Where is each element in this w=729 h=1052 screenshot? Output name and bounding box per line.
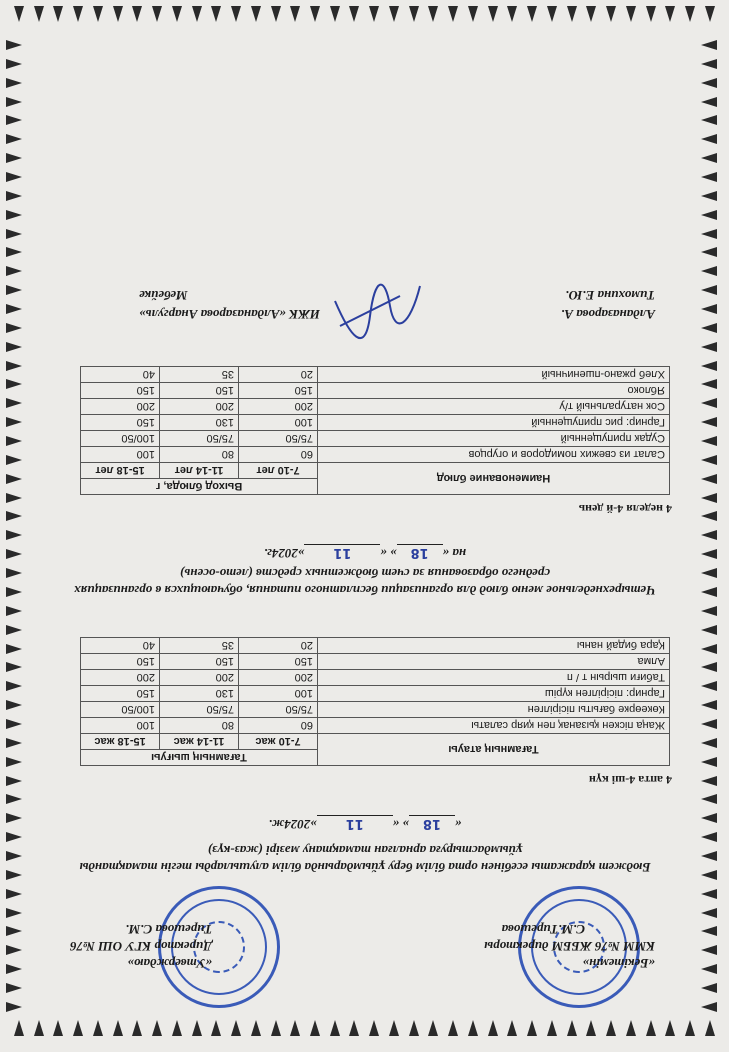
border-triangle <box>251 6 261 22</box>
border-triangle <box>527 6 537 22</box>
border-triangle <box>6 606 22 616</box>
kz-menu-body <box>81 638 670 734</box>
border-triangle <box>6 983 22 993</box>
border-triangle <box>132 1020 142 1036</box>
kz-cell-value: 150 <box>239 654 318 670</box>
kz-cell-dish: Табиғи шырын т / п <box>318 670 670 686</box>
border-triangle <box>6 813 22 823</box>
border-triangle <box>586 1020 596 1036</box>
kz-cell-value: 100 <box>239 686 318 702</box>
ru-day-heading: 4 неделя 4-й день <box>578 502 672 516</box>
border-triangle <box>626 1020 636 1036</box>
ru-date-close: »2024г. <box>263 546 305 561</box>
border-triangle <box>701 983 717 993</box>
border-triangle <box>389 1020 399 1036</box>
border-triangle <box>211 6 221 22</box>
border-triangle <box>53 6 63 22</box>
border-triangle <box>6 172 22 182</box>
kz-cell-value: 150 <box>81 654 160 670</box>
border-triangle <box>369 1020 379 1036</box>
ru-title: Четырехнедельное меню блюд для организации бесплатного питания, обучающихся в организациях среднего образования за счет бюджетных средств (лето-осень) <box>74 566 656 598</box>
border-triangle <box>6 549 22 559</box>
border-triangle <box>701 455 717 465</box>
border-triangle <box>701 342 717 352</box>
border-triangle <box>6 568 22 578</box>
border-triangle <box>6 115 22 125</box>
border-triangle <box>290 1020 300 1036</box>
border-triangle <box>606 1020 616 1036</box>
approval-ru <box>70 921 212 972</box>
border-triangle <box>152 6 162 22</box>
ru-col-output: Выход блюда, г <box>81 479 318 495</box>
ru-cell-dish: Яблоко <box>318 383 670 399</box>
border-triangle <box>6 945 22 955</box>
border-triangle <box>6 436 22 446</box>
border-triangle <box>701 210 717 220</box>
border-triangle <box>701 568 717 578</box>
ru-cell-value: 150 <box>239 383 318 399</box>
border-triangle <box>701 530 717 540</box>
kz-col-output: Тағамның шығуы <box>81 750 318 766</box>
border-triangle <box>701 813 717 823</box>
border-triangle <box>701 776 717 786</box>
border-triangle <box>14 6 24 22</box>
border-triangle <box>705 6 715 22</box>
border-triangle <box>701 511 717 521</box>
kz-cell-value: 80 <box>160 718 239 734</box>
border-triangle <box>507 6 517 22</box>
border-triangle <box>6 757 22 767</box>
border-triangle <box>701 78 717 88</box>
border-triangle <box>73 6 83 22</box>
border-triangle <box>701 417 717 427</box>
kz-cell-dish: Алма <box>318 654 670 670</box>
ru-row <box>81 415 670 431</box>
border-triangle <box>428 6 438 22</box>
border-triangle <box>701 266 717 276</box>
border-triangle <box>701 361 717 371</box>
company-line2: Мебейке <box>139 288 188 303</box>
ru-cell-value: 200 <box>239 399 318 415</box>
border-triangle <box>211 1020 221 1036</box>
border-triangle <box>6 59 22 69</box>
border-triangle <box>6 493 22 503</box>
border-triangle <box>6 738 22 748</box>
ru-cell-value: 75/50 <box>160 431 239 447</box>
border-triangle <box>6 530 22 540</box>
kz-cell-value: 150 <box>160 654 239 670</box>
border-triangle <box>349 1020 359 1036</box>
handwritten-signature <box>320 266 430 346</box>
border-triangle <box>665 6 675 22</box>
border-triangle <box>6 229 22 239</box>
signer-line2: Тимохина Е.Ю. <box>565 288 655 303</box>
border-triangle <box>34 1020 44 1036</box>
border-triangle <box>6 134 22 144</box>
border-triangle <box>6 587 22 597</box>
border-bottom <box>14 1020 715 1046</box>
signer-line1: Алданазарова А. <box>561 307 655 322</box>
ru-cell-value: 150 <box>81 383 160 399</box>
border-triangle <box>701 587 717 597</box>
ru-row <box>81 447 670 463</box>
border-triangle <box>6 247 22 257</box>
kz-col-age1: 7-10 жас <box>239 734 318 750</box>
border-triangle <box>6 285 22 295</box>
border-triangle <box>113 1020 123 1036</box>
border-triangle <box>547 6 557 22</box>
border-triangle <box>389 6 399 22</box>
border-triangle <box>251 1020 261 1036</box>
border-triangle <box>6 474 22 484</box>
border-triangle <box>685 1020 695 1036</box>
border-triangle <box>701 1002 717 1012</box>
border-triangle <box>6 700 22 710</box>
border-triangle <box>448 6 458 22</box>
border-triangle <box>231 6 241 22</box>
kz-title: Бюджет қаражаты есебінен орта білім беру ұйымдарында білім алушыларды тегін тамақтанды ұйымдастыруға арналған тамақтану мәзірі (жаз-күз) <box>79 843 651 875</box>
border-triangle <box>6 191 22 201</box>
border-triangle <box>701 870 717 880</box>
ru-section <box>50 366 680 599</box>
company-line1: ИЖК «Алданазарова Анаргуль» <box>139 307 320 322</box>
border-triangle <box>701 229 717 239</box>
border-triangle <box>665 1020 675 1036</box>
border-triangle <box>6 794 22 804</box>
border-triangle <box>6 40 22 50</box>
ru-cell-value: 40 <box>81 367 160 383</box>
border-triangle <box>14 1020 24 1036</box>
ru-cell-value: 60 <box>239 447 318 463</box>
border-top <box>14 6 715 32</box>
border-triangle <box>567 6 577 22</box>
border-triangle <box>527 1020 537 1036</box>
border-triangle <box>6 832 22 842</box>
ru-cell-value: 200 <box>81 399 160 415</box>
border-triangle <box>6 323 22 333</box>
kz-cell-value: 60 <box>239 718 318 734</box>
border-triangle <box>567 1020 577 1036</box>
border-triangle <box>701 474 717 484</box>
border-triangle <box>701 700 717 710</box>
border-triangle <box>701 191 717 201</box>
company-block <box>139 286 320 324</box>
border-triangle <box>231 1020 241 1036</box>
border-triangle <box>701 97 717 107</box>
border-triangle <box>701 549 717 559</box>
border-triangle <box>6 78 22 88</box>
kz-cell-value: 150 <box>81 686 160 702</box>
kz-cell-dish: Гарнир: пісірілген күріш <box>318 686 670 702</box>
border-triangle <box>701 606 717 616</box>
border-triangle <box>701 794 717 804</box>
ru-row <box>81 431 670 447</box>
border-triangle <box>6 1002 22 1012</box>
border-triangle <box>6 926 22 936</box>
border-triangle <box>701 757 717 767</box>
border-triangle <box>271 1020 281 1036</box>
border-triangle <box>290 6 300 22</box>
kz-row <box>81 670 670 686</box>
border-triangle <box>626 6 636 22</box>
border-triangle <box>685 6 695 22</box>
border-triangle <box>409 6 419 22</box>
border-triangle <box>448 1020 458 1036</box>
kz-cell-value: 35 <box>160 638 239 654</box>
border-triangle <box>701 908 717 918</box>
ru-cell-value: 200 <box>160 399 239 415</box>
border-triangle <box>705 1020 715 1036</box>
border-triangle <box>468 1020 478 1036</box>
border-triangle <box>6 870 22 880</box>
ru-cell-value: 150 <box>81 415 160 431</box>
border-triangle <box>6 97 22 107</box>
border-triangle <box>6 455 22 465</box>
border-triangle <box>6 625 22 635</box>
ru-menu-table <box>80 366 670 495</box>
kz-cell-dish: Көкеөрке бағыты пісірілген <box>318 702 670 718</box>
border-triangle <box>310 1020 320 1036</box>
border-triangle <box>701 964 717 974</box>
border-triangle <box>646 1020 656 1036</box>
border-triangle <box>586 6 596 22</box>
border-triangle <box>701 398 717 408</box>
border-triangle <box>6 964 22 974</box>
border-triangle <box>701 926 717 936</box>
border-triangle <box>701 625 717 635</box>
border-triangle <box>701 379 717 389</box>
kz-col-dish: Тағамның атауы <box>318 734 670 766</box>
border-triangle <box>192 6 202 22</box>
kz-cell-value: 40 <box>81 638 160 654</box>
border-triangle <box>53 1020 63 1036</box>
ru-cell-value: 80 <box>160 447 239 463</box>
border-triangle <box>330 1020 340 1036</box>
border-triangle <box>701 644 717 654</box>
ru-col-age3: 15-18 лет <box>81 463 160 479</box>
ru-menu-body <box>81 367 670 463</box>
ru-cell-value: 20 <box>239 367 318 383</box>
ru-cell-dish: Салат из свежих помидоров и огурцов <box>318 447 670 463</box>
border-triangle <box>701 153 717 163</box>
kz-date-open: « <box>454 817 462 832</box>
kz-col-age2: 11-14 жас <box>160 734 239 750</box>
border-triangle <box>507 1020 517 1036</box>
border-triangle <box>6 719 22 729</box>
ru-row <box>81 367 670 383</box>
kz-cell-value: 200 <box>239 670 318 686</box>
kz-cell-value: 130 <box>160 686 239 702</box>
ru-cell-value: 75/50 <box>239 431 318 447</box>
border-triangle <box>6 304 22 314</box>
border-triangle <box>6 851 22 861</box>
border-triangle <box>701 681 717 691</box>
border-triangle <box>701 40 717 50</box>
border-triangle <box>172 1020 182 1036</box>
kz-date-close: »2024ж. <box>268 817 317 832</box>
border-triangle <box>271 6 281 22</box>
border-triangle <box>6 342 22 352</box>
kz-cell-value: 20 <box>239 638 318 654</box>
border-triangle <box>6 398 22 408</box>
ru-date-day: 18 <box>397 544 443 560</box>
border-triangle <box>488 6 498 22</box>
border-triangle <box>606 6 616 22</box>
border-triangle <box>6 266 22 276</box>
border-triangle <box>701 832 717 842</box>
border-triangle <box>701 945 717 955</box>
border-triangle <box>701 719 717 729</box>
ru-date <box>50 544 680 561</box>
border-triangle <box>6 644 22 654</box>
ru-row <box>81 383 670 399</box>
border-triangle <box>701 304 717 314</box>
ru-cell-dish: Сок натуральный т/у <box>318 399 670 415</box>
border-triangle <box>6 153 22 163</box>
ru-cell-value: 35 <box>160 367 239 383</box>
border-triangle <box>34 6 44 22</box>
ru-cell-value: 130 <box>160 415 239 431</box>
approval-kz-line1: «Бекітемін» <box>582 956 655 971</box>
border-triangle <box>93 1020 103 1036</box>
ru-cell-dish: Судак припущенный <box>318 431 670 447</box>
kz-day-heading: 4 апта 4-ші күн <box>588 773 672 787</box>
border-triangle <box>701 285 717 295</box>
border-triangle <box>488 1020 498 1036</box>
approval-ru-line2: Директор КГУ ОШ №76 <box>70 939 213 954</box>
document-content <box>50 40 680 1012</box>
border-triangle <box>701 851 717 861</box>
border-triangle <box>701 436 717 446</box>
border-triangle <box>6 379 22 389</box>
footer-block <box>50 216 680 346</box>
ru-col-dish: Наименование блюд <box>318 463 670 495</box>
border-left <box>6 40 28 1012</box>
approval-ru-line3: Тирешова С.М. <box>125 922 213 937</box>
border-triangle <box>6 417 22 427</box>
ru-date-month: 11 <box>304 544 380 560</box>
kz-menu-table <box>80 637 670 766</box>
ru-col-age1: 7-10 лет <box>239 463 318 479</box>
signer-names <box>561 286 655 324</box>
approval-kz-line3: С.М.Тирешова <box>501 922 585 937</box>
kz-row <box>81 654 670 670</box>
kz-row <box>81 638 670 654</box>
border-triangle <box>701 889 717 899</box>
border-triangle <box>93 6 103 22</box>
kz-cell-value: 100/50 <box>81 702 160 718</box>
ru-cell-value: 100 <box>81 447 160 463</box>
border-triangle <box>152 1020 162 1036</box>
kz-col-age3: 15-18 жас <box>81 734 160 750</box>
ru-col-age2: 11-14 лет <box>160 463 239 479</box>
approval-kz <box>484 921 655 972</box>
border-triangle <box>701 172 717 182</box>
kz-cell-value: 75/50 <box>239 702 318 718</box>
kz-row <box>81 686 670 702</box>
ru-date-prefix: на « <box>442 546 467 561</box>
border-triangle <box>701 662 717 672</box>
ru-cell-dish: Хлеб ржано-пшеничный <box>318 367 670 383</box>
ru-cell-value: 150 <box>160 383 239 399</box>
border-triangle <box>409 1020 419 1036</box>
kz-date-day: 18 <box>409 815 455 831</box>
approvals-block <box>50 882 680 1012</box>
ru-row <box>81 399 670 415</box>
kz-row <box>81 718 670 734</box>
border-triangle <box>132 6 142 22</box>
border-triangle <box>6 776 22 786</box>
kz-row <box>81 702 670 718</box>
ru-date-mid: » « <box>380 546 397 561</box>
border-triangle <box>349 6 359 22</box>
kz-cell-value: 75/50 <box>160 702 239 718</box>
kz-date-month: 11 <box>317 815 393 831</box>
border-triangle <box>6 889 22 899</box>
border-triangle <box>701 59 717 69</box>
border-triangle <box>6 361 22 371</box>
border-triangle <box>701 323 717 333</box>
ru-cell-value: 100/50 <box>81 431 160 447</box>
border-triangle <box>6 681 22 691</box>
border-triangle <box>646 6 656 22</box>
border-triangle <box>547 1020 557 1036</box>
border-triangle <box>701 247 717 257</box>
kz-cell-value: 200 <box>160 670 239 686</box>
kz-date <box>50 815 680 832</box>
kz-cell-value: 200 <box>81 670 160 686</box>
kz-cell-dish: Қара бидай наны <box>318 638 670 654</box>
border-triangle <box>6 511 22 521</box>
border-triangle <box>369 6 379 22</box>
border-triangle <box>6 908 22 918</box>
ru-cell-value: 100 <box>239 415 318 431</box>
border-triangle <box>330 6 340 22</box>
border-triangle <box>468 6 478 22</box>
border-right <box>701 40 723 1012</box>
ru-cell-dish: Гарнир: рис припущенный <box>318 415 670 431</box>
approval-ru-line1: «Утверждаю» <box>127 956 213 971</box>
border-triangle <box>6 662 22 672</box>
kz-date-mid: » « <box>392 817 409 832</box>
border-triangle <box>701 115 717 125</box>
kz-cell-value: 100 <box>81 718 160 734</box>
border-triangle <box>310 6 320 22</box>
border-triangle <box>701 493 717 503</box>
border-triangle <box>172 6 182 22</box>
border-triangle <box>701 738 717 748</box>
border-triangle <box>73 1020 83 1036</box>
approval-kz-line2: КММ №76 ЖББМ директоры <box>484 939 655 954</box>
border-triangle <box>113 6 123 22</box>
border-triangle <box>192 1020 202 1036</box>
border-triangle <box>428 1020 438 1036</box>
border-triangle <box>6 210 22 220</box>
kz-cell-dish: Жаңа піскен қызанақ пен қияр салаты <box>318 718 670 734</box>
border-triangle <box>701 134 717 144</box>
